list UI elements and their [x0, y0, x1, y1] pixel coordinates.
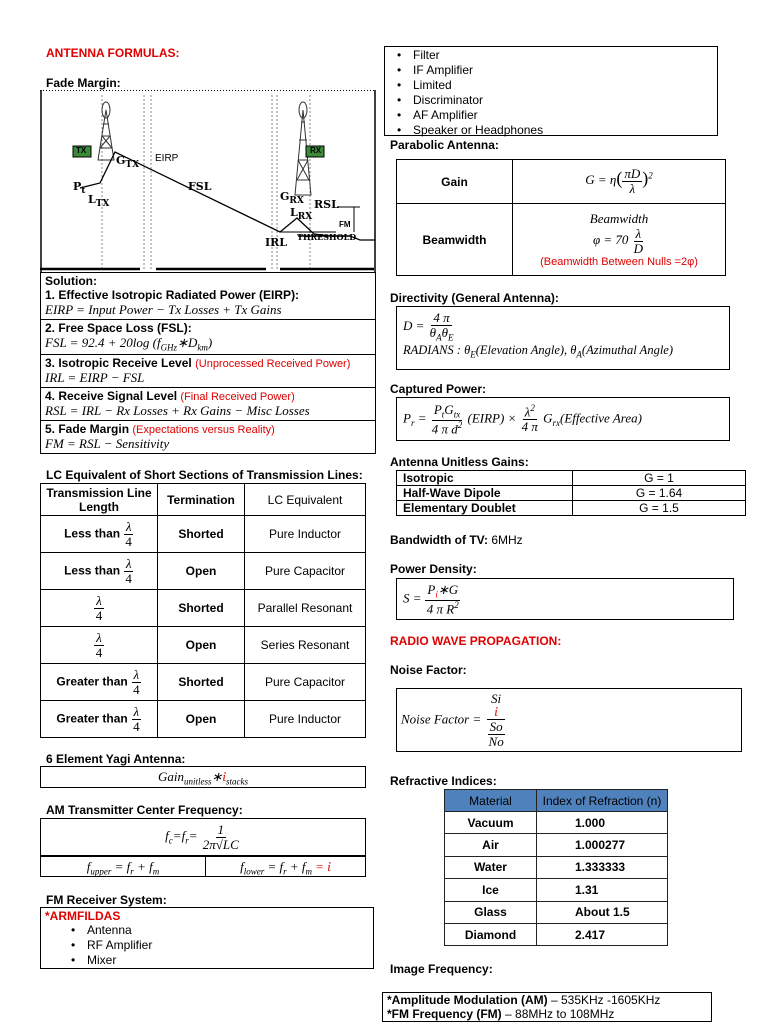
fm-receiver-heading: FM Receiver System: — [46, 893, 167, 907]
fm-receiver-item: • Filter — [391, 48, 713, 63]
pt-label: $P_t$ — [73, 180, 86, 197]
step-4-formula: RSL = IRL − Rx Losses + Rx Gains − Misc Losses — [45, 402, 310, 418]
lc-length: Less than $\frac{\lambda}{4}$ — [41, 553, 158, 590]
lc-header-row — [41, 484, 366, 516]
unitless-name: Elementary Doublet — [397, 501, 573, 516]
refractive-row — [445, 923, 668, 945]
step-1-title: 1. Effective Isotropic Radiated Power (EIRP): — [45, 288, 300, 302]
lc-length: Less than $\frac{\lambda}{4}$ — [41, 516, 158, 553]
refractive-row — [445, 834, 668, 856]
lc-termination: Shorted — [158, 516, 245, 553]
tx-tower-icon — [98, 102, 114, 160]
unitless-table — [396, 470, 746, 516]
fm-receiver-item: • Discriminator — [391, 93, 713, 108]
noise-heading: Noise Factor: — [390, 663, 467, 677]
solution-step-1 — [40, 272, 376, 319]
refractive-material: Ice — [445, 879, 537, 901]
refractive-table — [444, 789, 668, 946]
directivity-box — [396, 306, 730, 370]
am-center-formula: $f_c=f_r=$ $\frac{1}{2\pi√LC}$ — [165, 821, 239, 852]
fm-receiver-right-box — [384, 46, 718, 136]
yagi-formula: Gain$_{unitless}$∗ἰ$_{stacks}$ — [157, 769, 249, 787]
parabolic-gain-label: Gain — [397, 160, 513, 204]
fm-band: *FM Frequency (FM) – 88MHz to 108MHz — [387, 1007, 615, 1021]
lc-equivalent: Parallel Resonant — [245, 590, 366, 627]
step-5-title: 5. Fade Margin (Expectations versus Reality) — [45, 421, 275, 436]
captured-box — [396, 397, 730, 441]
unitless-value: G = 1 — [573, 471, 746, 486]
lc-row — [41, 627, 366, 664]
lc-equivalent: Pure Capacitor — [245, 553, 366, 590]
am-band: *Amplitude Modulation (AM) – 535KHz -1605KHz — [387, 993, 661, 1007]
fm-receiver-item: • Antenna — [65, 923, 369, 938]
lc-header-length: Transmission Line Length — [41, 484, 158, 516]
fm-receiver-item: • Speaker or Headphones — [391, 123, 713, 138]
directivity-radians: RADIANS : $\theta_E(Elevation$ Angle), $\theta_A(Azimuthal$ Angle) — [403, 342, 673, 360]
directivity-formula: D = $\frac{4 \pi}{\theta_A\theta_E}$ — [403, 310, 454, 343]
fade-margin-heading: Fade Margin: — [46, 76, 121, 90]
refractive-row — [445, 901, 668, 923]
am-heading: AM Transmitter Center Frequency: — [46, 803, 243, 817]
refractive-header-row — [445, 790, 668, 812]
step-5-formula: FM = RSL − Sensitivity — [45, 435, 170, 451]
lc-heading: LC Equivalent of Short Sections of Transmission Lines: — [46, 468, 363, 482]
am-center-formula-box — [40, 818, 366, 856]
lc-termination: Shorted — [158, 664, 245, 701]
grx-label: $G_{RX}$ — [280, 190, 304, 207]
step-2-formula: FSL = 92.4 + 20log $(f_{GHz}∗D_{km})$ — [45, 335, 213, 353]
fm-receiver-list-right — [391, 48, 713, 138]
irl-label: IRL — [265, 236, 288, 249]
lc-length: $\frac{\lambda}{4}$ — [41, 590, 158, 627]
unitless-name: Isotropic — [397, 471, 573, 486]
refractive-index: 1.000277 — [537, 834, 668, 856]
lc-row — [41, 664, 366, 701]
step-2-title: 2. Free Space Loss (FSL): — [45, 321, 192, 335]
tx-label: TX — [76, 146, 87, 155]
solution-step-4 — [40, 387, 376, 420]
fade-margin-diagram — [40, 90, 376, 272]
page-title: ANTENNA FORMULAS: — [46, 46, 180, 60]
lc-termination: Open — [158, 701, 245, 738]
threshold-label: THRESHOLD — [297, 232, 357, 242]
refractive-index: 2.417 — [537, 923, 668, 945]
lc-termination: Open — [158, 553, 245, 590]
refractive-header-material: Material — [445, 790, 537, 812]
lc-header-equivalent: LC Equivalent — [245, 484, 366, 516]
image-frequency-heading: Image Frequency: — [390, 962, 493, 976]
radio-wave-title: RADIO WAVE PROPAGATION: — [390, 634, 562, 648]
fm-receiver-left-box — [40, 907, 374, 969]
fm-receiver-item: • Mixer — [65, 953, 369, 968]
unitless-name: Half-Wave Dipole — [397, 486, 573, 501]
solution-step-2 — [40, 319, 376, 354]
gtx-label: $G_{TX}$ — [116, 154, 140, 171]
beamwidth-formula: φ = 70 $\frac{\lambda}{D}$ — [592, 226, 644, 256]
refractive-material: Diamond — [445, 923, 537, 945]
image-frequency-box — [382, 992, 712, 1022]
lc-equivalent: Pure Inductor — [245, 701, 366, 738]
parabolic-gain-formula: G = η( $\frac{\pi D}{\lambda}$ )$^2$ — [513, 160, 726, 204]
solution-step-3 — [40, 354, 376, 387]
rsl-label: RSL — [314, 198, 339, 211]
step-4-title: 4. Receive Signal Level (Final Received Power) — [45, 388, 295, 403]
am-upper-formula: $f_{upper} = f_r + f_m$ — [86, 859, 160, 877]
parabolic-beamwidth-formula — [513, 204, 726, 276]
parabolic-beamwidth-row — [397, 204, 726, 276]
ltx-label: $L_{TX}$ — [88, 193, 110, 210]
am-lower-box — [205, 856, 366, 877]
lc-equivalent: Series Resonant — [245, 627, 366, 664]
step-3-title: 3. Isotropic Receive Level (Unprocessed Received Power) — [45, 355, 351, 370]
am-lower-formula: $f_{lower} = f_r + f_m$ = ἰ — [240, 859, 331, 877]
captured-heading: Captured Power: — [390, 382, 487, 396]
solution-step-5 — [40, 420, 376, 454]
lc-length: Greater than $\frac{\lambda}{4}$ — [41, 701, 158, 738]
power-density-heading: Power Density: — [390, 562, 477, 576]
refractive-material: Glass — [445, 901, 537, 923]
unitless-row — [397, 471, 746, 486]
fsl-label: FSL — [188, 180, 212, 193]
step-3-formula: IRL = EIRP − FSL — [45, 369, 145, 385]
power-density-formula: S = $\frac{P_ἰ∗G}{4 \pi R^2}$ — [403, 581, 459, 616]
fm-receiver-list-left — [65, 923, 369, 968]
am-upper-box — [40, 856, 206, 877]
refractive-header-index: Index of Refraction (n) — [537, 790, 668, 812]
fm-receiver-item: • RF Amplifier — [65, 938, 369, 953]
unitless-row — [397, 501, 746, 516]
unitless-value: G = 1.5 — [573, 501, 746, 516]
fm-receiver-item: • Limited — [391, 78, 713, 93]
refractive-index: About 1.5 — [537, 901, 668, 923]
eirp-label: EIRP — [155, 153, 179, 164]
refractive-row — [445, 856, 668, 878]
lc-termination: Shorted — [158, 590, 245, 627]
lc-row — [41, 701, 366, 738]
lc-termination: Open — [158, 627, 245, 664]
solution-heading: Solution: — [45, 274, 97, 288]
lc-length: $\frac{\lambda}{4}$ — [41, 627, 158, 664]
refractive-material: Water — [445, 856, 537, 878]
lc-row — [41, 590, 366, 627]
refractive-row — [445, 879, 668, 901]
lc-equivalent: Pure Capacitor — [245, 664, 366, 701]
directivity-heading: Directivity (General Antenna): — [390, 291, 559, 305]
yagi-formula-box — [40, 766, 366, 788]
captured-formula: $P_r$ = $\frac{P_tG_{tx}}{4 \pi d^2}$ (EIRP) × $\frac{\lambda^2}{4 \pi}$ $G_{rx}(Effective$ Area) — [403, 401, 642, 436]
refractive-material: Vacuum — [445, 812, 537, 834]
lc-row — [41, 516, 366, 553]
parabolic-heading: Parabolic Antenna: — [390, 138, 499, 152]
refractive-index: 1.333333 — [537, 856, 668, 878]
fm-receiver-item: • IF Amplifier — [391, 63, 713, 78]
lrx-label: $L_{RX}$ — [290, 206, 313, 223]
refractive-index: 1.31 — [537, 879, 668, 901]
lc-equivalent: Pure Inductor — [245, 516, 366, 553]
refractive-row — [445, 812, 668, 834]
lc-table — [40, 483, 366, 738]
unitless-value: G = 1.64 — [573, 486, 746, 501]
noise-formula: Noise Factor = Si ἰ $\frac{So}{No}$ — [401, 690, 504, 749]
refractive-material: Air — [445, 834, 537, 856]
beamwidth-top-text: Beamwidth — [589, 211, 649, 227]
parabolic-table — [396, 159, 726, 276]
armfildas-acronym: *ARMFILDAS — [45, 909, 121, 923]
unitless-row — [397, 486, 746, 501]
yagi-heading: 6 Element Yagi Antenna: — [46, 752, 186, 766]
fm-label: FM — [339, 220, 351, 229]
unitless-heading: Antenna Unitless Gains: — [390, 455, 529, 469]
beamwidth-note: (Beamwidth Between Nulls =2φ) — [540, 255, 698, 268]
parabolic-beamwidth-label: Beamwidth — [397, 204, 513, 276]
refractive-index: 1.000 — [537, 812, 668, 834]
noise-box — [396, 688, 742, 752]
tv-bandwidth: Bandwidth of TV: 6MHz — [390, 533, 523, 547]
lc-row — [41, 553, 366, 590]
power-density-box — [396, 578, 734, 620]
fm-receiver-item: • AF Amplifier — [391, 108, 713, 123]
lc-header-termination: Termination — [158, 484, 245, 516]
refractive-heading: Refractive Indices: — [390, 774, 497, 788]
lc-length: Greater than $\frac{\lambda}{4}$ — [41, 664, 158, 701]
rx-label: RX — [310, 146, 322, 155]
parabolic-gain-row — [397, 160, 726, 204]
solution-block — [40, 272, 376, 454]
step-1-formula: EIRP = Input Power − Tx Losses + Tx Gains — [45, 302, 282, 317]
